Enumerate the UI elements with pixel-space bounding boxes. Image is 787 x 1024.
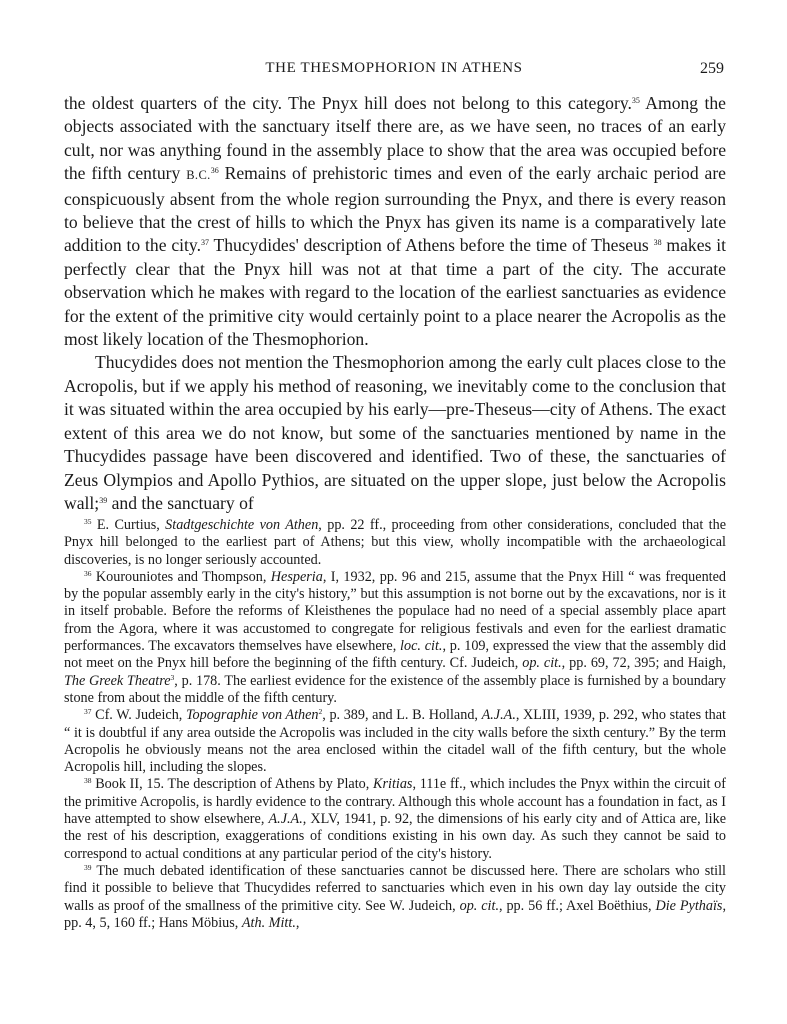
text-run: Among the objects associated with the sanctuary itself there are, as we have seen, no traces of an early cult, nor was anything found in the assembly place to show that the area was occupied before the fifth century [64, 93, 726, 184]
footnotes [64, 517, 726, 932]
edition-superscript: 2 [318, 707, 323, 717]
text-run: , pp. 56 ff.; Axel Boëthius, [499, 897, 656, 914]
text-run: Thucydides does not mention the Thesmophorion among the early cult places close to the Acropolis, but if we apply his method of reasoning, we inevitably come to the conclusion that it was situated within the area occupied by his early—pre-Theseus—city of Athens. The exact extent of this area we do not know, but some of the sanctuaries mentioned by name in the Thucydides passage have been discovered and identified. Two of these, the sanctuaries of Zeus Olympios and Apollo Pythios, are situated on the upper slope, just below the Acropolis wall; [64, 352, 726, 513]
text-run: makes it perfectly clear that the Pnyx hill was not at that time a part of the city. The accurate observation which he makes with regard to the location of the earliest sanctuaries as evidence for the extent of the primitive city would certainly point to a place nearer the Acropolis as the most likely location of the Thesmophorion. [64, 235, 726, 350]
footnote-number: 37 [84, 707, 92, 717]
text-run: , p. 178. The earliest evidence for the existence of the assembly place is furnished by a boundary stone from about the middle of the fifth century. [64, 672, 726, 706]
footnote-ref-39: 39 [99, 495, 108, 505]
footnote-36 [64, 569, 726, 707]
running-head [64, 60, 724, 84]
text-run: , XLIII, 1939, p. 292, who states that “ it is doubtful if any area outside the Acropolis was included in the city walls before the sixth century.” By the term Acropolis he obviously means not the area enclosed within the citadel wall of the fifth century, but the whole Acropolis hill, including the slopes. [64, 707, 726, 776]
cited-title: Die Pythaïs [655, 897, 723, 914]
footnote-ref-38: 38 [653, 238, 662, 248]
paragraph-2 [64, 351, 726, 515]
cited-title: Stadtgeschichte von Athen [165, 517, 319, 533]
cited-journal: A.J.A. [481, 707, 516, 724]
footnote-number: 35 [84, 517, 92, 526]
cited-journal: A.J.A. [268, 811, 303, 828]
text-run: , I, 1932, pp. 96 and 215, assume that the Pnyx Hill “ was frequented by the popular assembly early in the city's history,” but this assumption is not borne out by the excavations, nor is it in itself probable. Before the reforms of Kleisthenes the populace had no need of a special assembly place apart from the Agora, where it was accustomed to congregate for religious festivals and even for the earliest dramatic performances. The excavators themselves have elsewhere, [64, 568, 726, 655]
main-text [64, 92, 726, 515]
text-run: The much debated identification of these sanctuaries cannot be discussed here. There are scholars who still find it possible to believe that Thucydides referred to sanctuaries which even in his own day lay outside the city walls as proof of the smallness of the primitive city. See W. Judeich, [64, 862, 726, 914]
text-run: E. Curtius, [91, 517, 166, 533]
text-run: Thucydides' description of Athens before the time of Theseus [208, 235, 654, 256]
cited-abbrev: loc. cit. [400, 638, 443, 655]
cited-journal: Ath. Mitt. [241, 914, 296, 931]
footnote-39 [64, 863, 726, 932]
footnote-ref-37: 37 [200, 238, 209, 248]
text-run: , pp. 69, 72, 395; and Haigh, [561, 655, 727, 672]
footnote-35 [64, 517, 726, 569]
cited-title: Hesperia [270, 568, 323, 585]
text-run: and the sanctuary of [107, 492, 254, 513]
cited-title: The Greek Theatre [64, 672, 171, 689]
era-abbreviation: B.C. [186, 168, 211, 183]
cited-title: Topographie von Athen [185, 707, 319, 724]
footnote-38 [64, 776, 726, 862]
footnote-number: 39 [84, 862, 92, 872]
text-run: , pp. 4, 5, 160 ff.; Hans Möbius, [64, 897, 726, 931]
text-run: , XLV, 1941, p. 92, the dimensions of his early city and of Attica are, like the rest of his description, exaggerations of conditions existing in his own day. As such they cannot be said to correspond to actual conditions at any particular period of the city's history. [64, 811, 726, 862]
text-run: Remains of prehistoric times and even of the early archaic period are conspicuously absent from the whole region surrounding the Pnyx, and there is every reason to believe that the crest of hills to which the Pnyx has given its name is a comparatively late addition to the city. [64, 163, 726, 256]
paragraph-1 [64, 92, 726, 351]
edition-superscript: 3 [170, 672, 175, 682]
text-run: , 111e ff., which includes the Pnyx within the circuit of the primitive Acropolis, is hardly evidence to the contrary. Although this whole account has a foundation in fact, as I have attempted to show elsewhere, [64, 776, 726, 828]
cited-title: Kritias [373, 776, 413, 793]
footnote-number: 38 [84, 776, 92, 786]
text-run: , [295, 914, 300, 931]
text-run: the oldest quarters of the city. The Pnyx hill does not belong to this category. [64, 93, 632, 113]
text-run: , p. 389, and L. B. Holland, [322, 707, 482, 724]
text-run: Book II, 15. The description of Athens by Plato, [91, 776, 374, 793]
text-run: Kourouniotes and Thompson, [91, 568, 271, 585]
text-run: , pp. 22 ff., proceeding from other considerations, concluded that the Pnyx hill belonged to the earliest part of Athens; but this view, wholly incompatible with the archaeological discoveries, is no longer seriously accounted. [64, 517, 726, 568]
footnote-ref-36: 36 [210, 166, 219, 176]
text-run: , p. 109, expressed the view that the assembly did not meet on the Pnyx hill before the beginning of the fifth century. Cf. Judeich, [64, 638, 726, 672]
cited-abbrev: op. cit. [459, 897, 499, 914]
footnote-ref-35: 35 [631, 96, 640, 105]
text-run: Cf. W. Judeich, [91, 707, 186, 724]
page-number: 259 [700, 60, 724, 77]
footnote-number: 36 [84, 568, 92, 578]
running-title: THE THESMOPHORION IN ATHENS [265, 60, 523, 76]
cited-abbrev: op. cit. [522, 655, 562, 672]
footnote-37 [64, 707, 726, 776]
